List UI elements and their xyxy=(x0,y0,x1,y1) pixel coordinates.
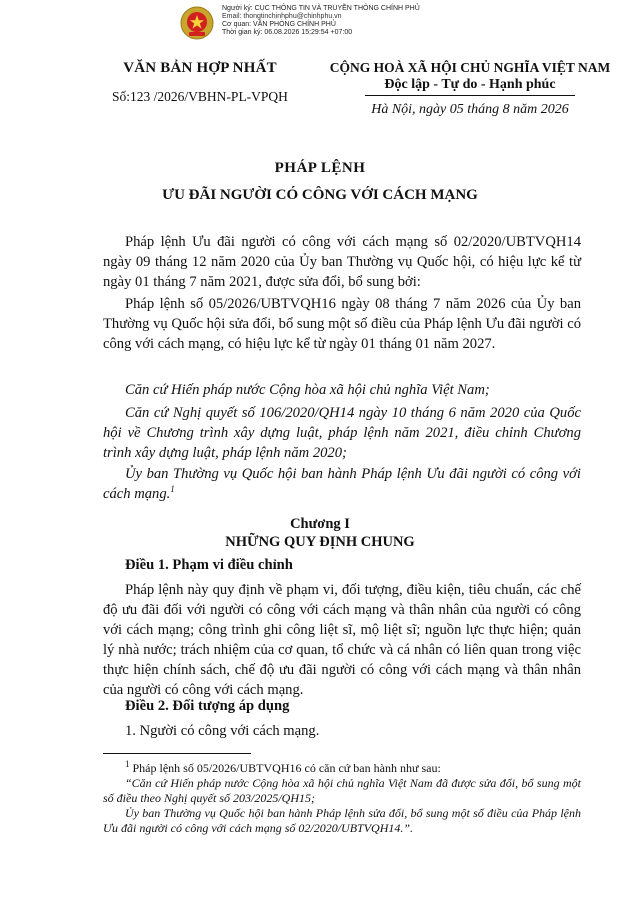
document-number: Số:123 /2026/VBHN-PL-VPQH xyxy=(112,89,288,104)
title-line-1: PHÁP LỆNH xyxy=(274,160,366,176)
article-2-heading: Điều 2. Đối tượng áp dụng xyxy=(125,698,290,714)
legal-basis-3-text: Ủy ban Thường vụ Quốc hội ban hành Pháp lệnh Ưu đãi người có công với cách mạng. xyxy=(103,466,581,502)
motto-underline xyxy=(365,95,575,96)
legal-basis-3 xyxy=(103,464,581,504)
article-1-text: Pháp lệnh này quy định về phạm vi, đối tượng, điều kiện, tiêu chuẩn, các chế độ ưu đãi đối với người có công với cách mạng và thân nhân của người có công với cách mạng; công trình ghi công liệt sĩ, mộ liệt sĩ; nguồn lực thực hiện; quản lý nhà nước; trách nhiệm của cơ quan, tổ chức và cá nhân có liên quan trong việc thực hiện chính sách, chế độ ưu đãi người có công với cách mạng và thân nhân của người có công với cách mạng. xyxy=(103,582,581,698)
issuer-block xyxy=(100,60,300,105)
digital-signature-info xyxy=(222,5,420,37)
article-1-heading: Điều 1. Phạm vi điều chỉnh xyxy=(125,557,293,573)
legal-basis-1: Căn cứ Hiến pháp nước Cộng hòa xã hội chủ nghĩa Việt Nam; xyxy=(125,382,490,398)
state-emblem-icon xyxy=(180,6,214,40)
footnote-line-2: “Căn cứ Hiến pháp nước Cộng hòa xã hội chủ nghĩa Việt Nam đã được sửa đổi, bổ sung một số điều theo Nghị quyết số 203/2025/QH15; xyxy=(103,776,581,805)
footnote-number: 1 xyxy=(125,759,130,769)
signature-time: Thời gian ký: 06.08.2026 15:29:54 +07:00 xyxy=(222,29,353,36)
national-header xyxy=(310,60,630,118)
document-title xyxy=(0,160,640,204)
title-line-2: ƯU ĐÃI NGƯỜI CÓ CÔNG VỚI CÁCH MẠNG xyxy=(162,187,478,203)
footnote xyxy=(103,761,581,836)
national-motto: Độc lập - Tự do - Hạnh phúc xyxy=(384,77,556,92)
country-name: CỘNG HOÀ XÃ HỘI CHỦ NGHĨA VIỆT NAM xyxy=(329,60,611,75)
article-2-item-1: 1. Người có công với cách mạng. xyxy=(125,723,320,739)
chapter-number: Chương I xyxy=(290,516,350,532)
footnote-line-1-text: Pháp lệnh số 05/2026/UBTVQH16 có căn cứ ban hành như sau: xyxy=(132,761,441,775)
footnote-line-1 xyxy=(103,761,581,776)
intro-paragraph-2: Pháp lệnh số 05/2026/UBTVQH16 ngày 08 tháng 7 năm 2026 của Ủy ban Thường vụ Quốc hội sửa đổi, bổ sung một số điều của Pháp lệnh Ưu đãi người có công với cách mạng, có hiệu lực kể từ ngày 01 tháng 01 năm 2027. xyxy=(103,296,581,352)
footnote-line-3: Ủy ban Thường vụ Quốc hội ban hành Pháp lệnh sửa đổi, bổ sung một số điều của Pháp lệnh Ưu đãi người có công với cách mạng số 02/2020/UBTVQH14.”. xyxy=(103,806,581,835)
signature-email: Email: thongtinchinhphu@chinhphu.vn xyxy=(222,13,342,20)
signature-signer: Người ký: CỤC THÔNG TIN VÀ TRUYỀN THÔNG CHÍNH PHỦ xyxy=(222,5,420,12)
footnote-divider xyxy=(103,753,251,754)
issue-date: Hà Nội, ngày 05 tháng 8 năm 2026 xyxy=(371,102,569,117)
footnote-ref: 1 xyxy=(170,484,175,495)
chapter-name: NHỮNG QUY ĐỊNH CHUNG xyxy=(225,534,415,550)
document-type: VĂN BẢN HỢP NHẤT xyxy=(123,60,277,76)
legal-basis-2: Căn cứ Nghị quyết số 106/2020/QH14 ngày 10 tháng 6 năm 2020 của Quốc hội về Chương trình xây dựng luật, pháp lệnh năm 2021, điều chỉnh Chương trình xây dựng luật, pháp lệnh năm 2020; xyxy=(103,405,581,461)
intro-paragraph-1: Pháp lệnh Ưu đãi người có công với cách mạng số 02/2020/UBTVQH14 ngày 09 tháng 12 năm 2020 của Ủy ban Thường vụ Quốc hội, có hiệu lực kể từ ngày 01 tháng 7 năm 2021, được sửa đổi, bổ sung bởi: xyxy=(103,234,581,290)
signature-agency: Cơ quan: VĂN PHÒNG CHÍNH PHỦ xyxy=(222,21,336,28)
